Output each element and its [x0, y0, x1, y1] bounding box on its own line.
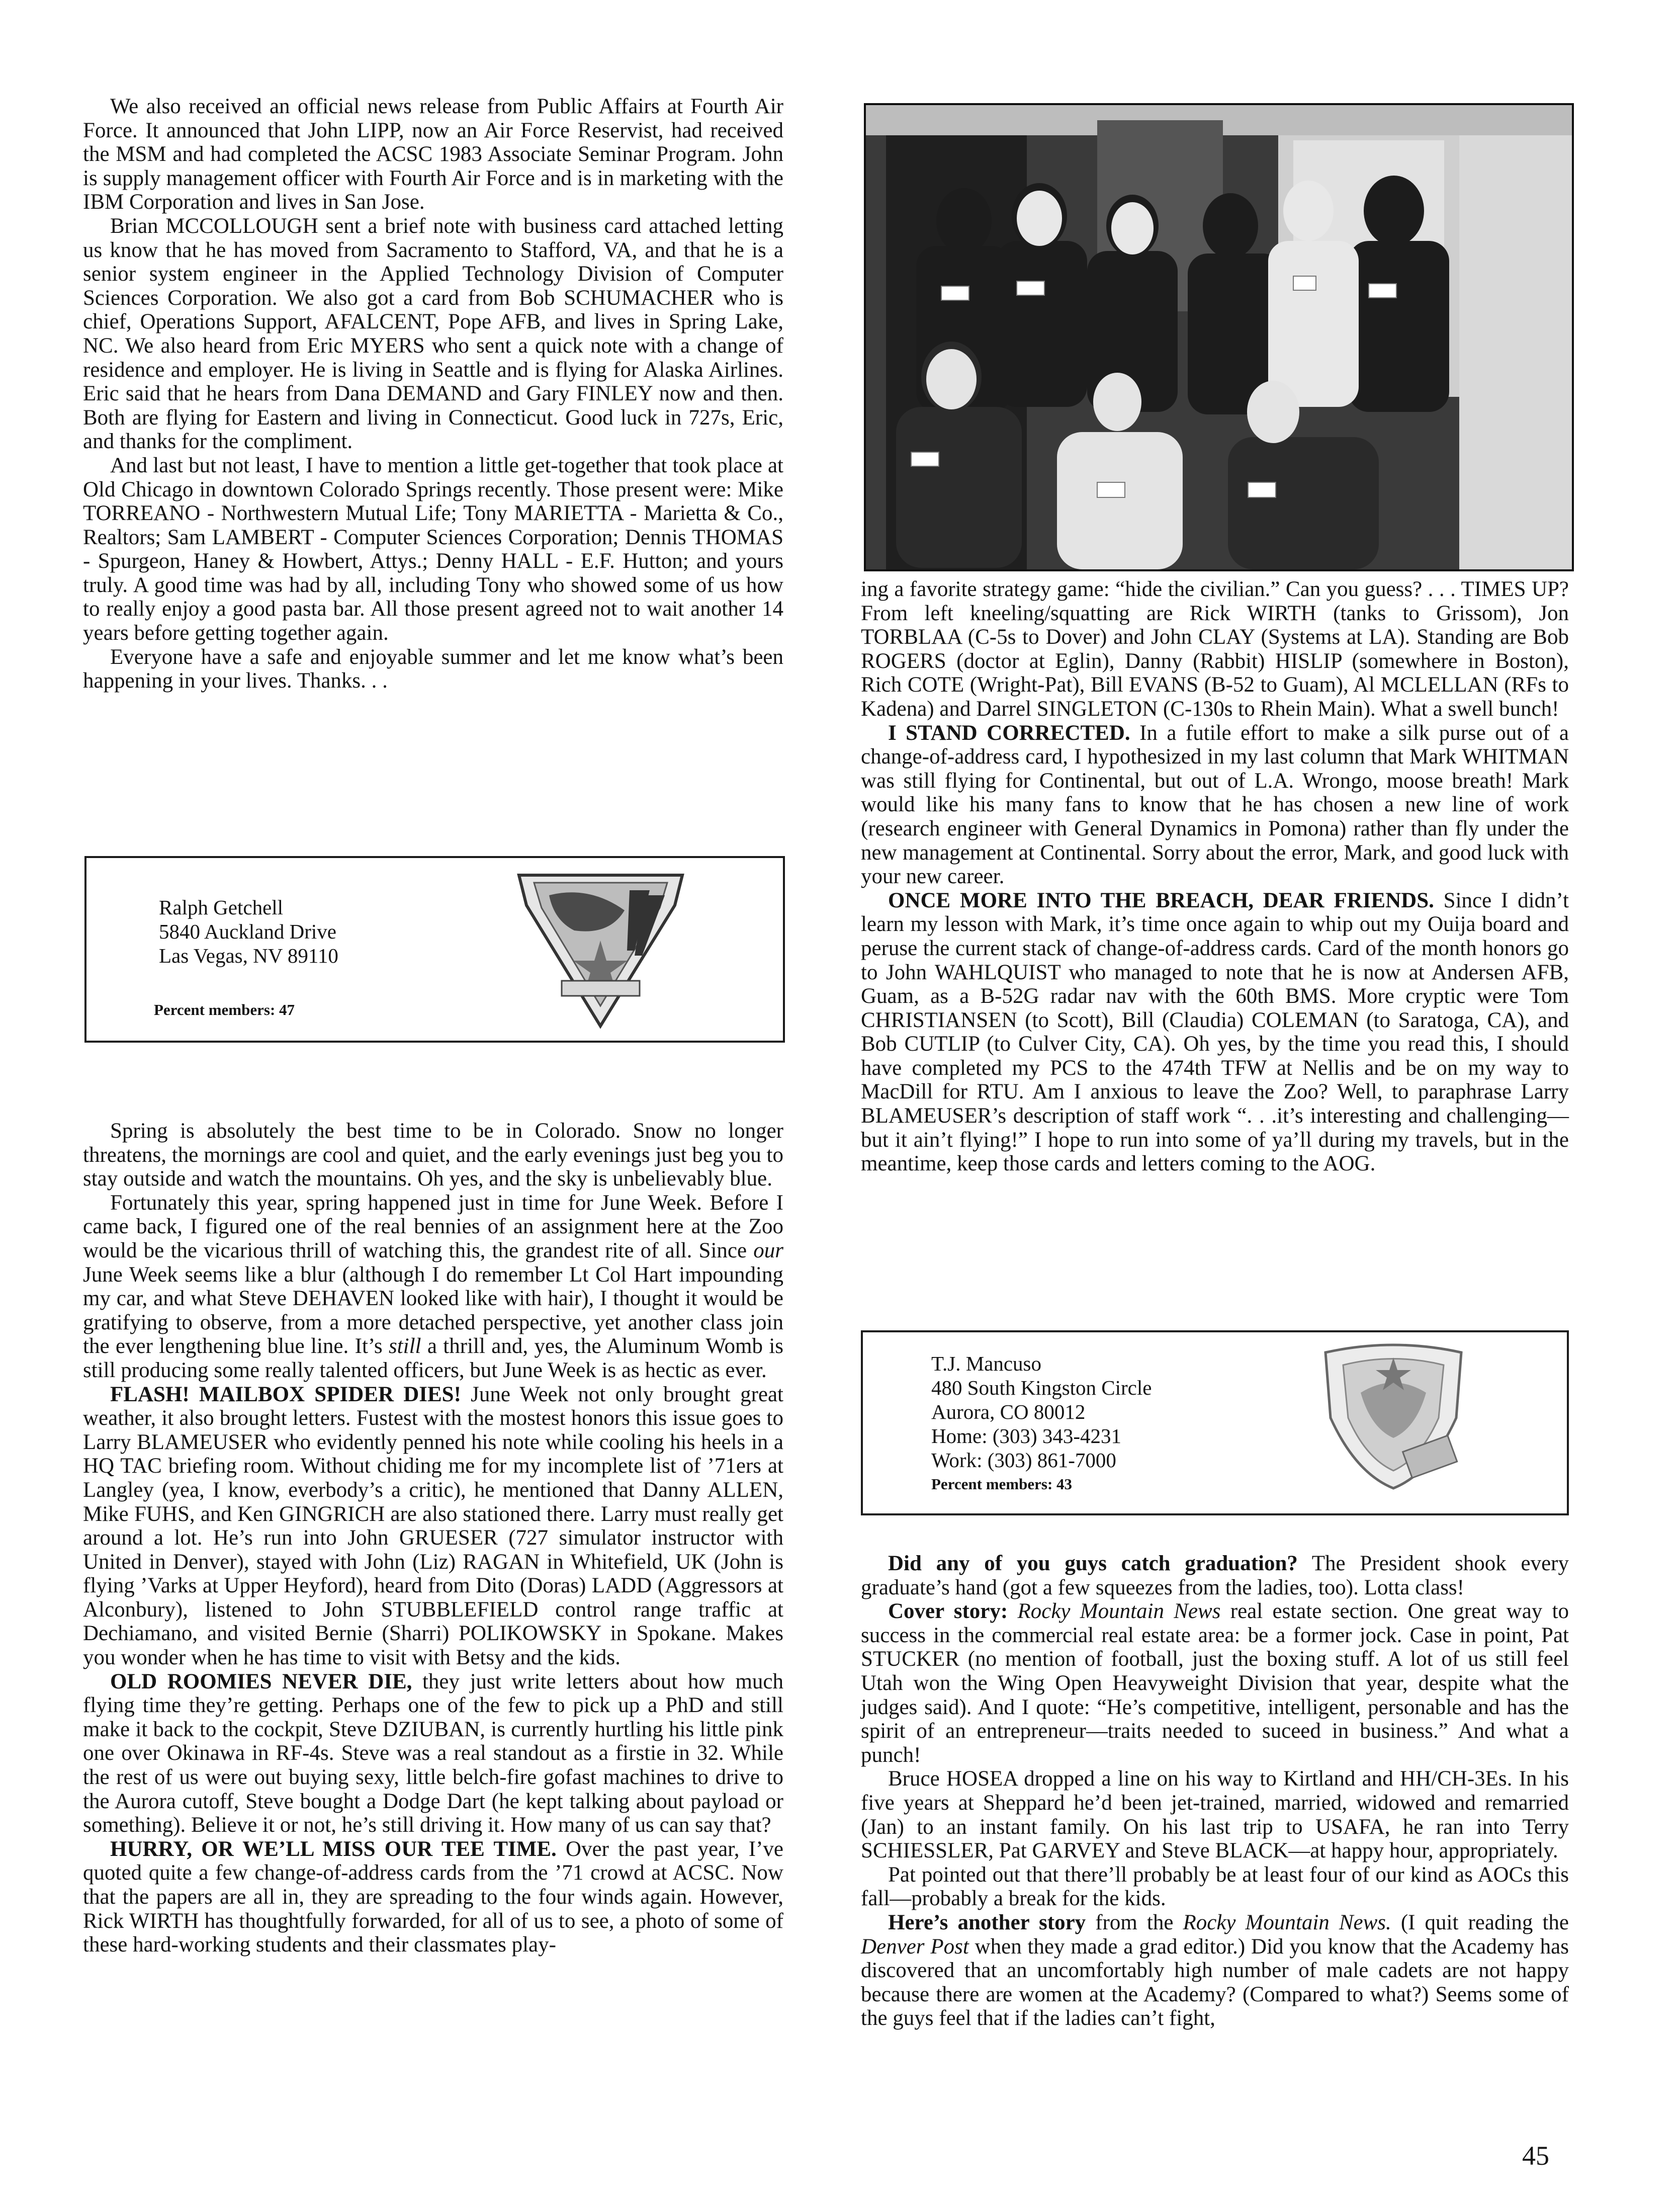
city-address: Aurora, CO 80012: [931, 1400, 1086, 1423]
paragraph: [83, 1670, 783, 1837]
correspondent-name: T.J. Mancuso: [931, 1352, 1042, 1375]
paragraph: [861, 1911, 1569, 2030]
emphasis: our: [753, 1238, 783, 1262]
right-column-top: [861, 577, 1569, 1176]
text-run: June Week seems like a blur (although I do remember Lt Col Hart impounding my car, and what Steve DEHAVEN looked like with hair), I thought it would be gratifying to observe, from a more detached perspective, yet another class join the ever lengthening blue line. It’s: [83, 1262, 783, 1358]
address-box-mancuso: [861, 1330, 1569, 1515]
address-box-getchell: [84, 856, 785, 1043]
text-run: Since I didn’t learn my lesson with Mark, it’s time once again to whip out my Ouija board and peruse the current stack of change-of-address cards. Card of the month honors go to John WAHLQUIST who managed to note that he is now at Andersen AFB, Guam, as a B-52G radar nav with the 60th BMS. More cryptic were Tom CHRISTIANSEN (to Scott), Bill (Claudia) COLEMAN (to Saratoga, CA), and Bob CUTLIP (to Culver City, CA). Oh yes, by the time you read this, I should have completed my PCS to the 474th TFW at Nellis and be on my way to MacDill for RTU. Am I anxious to leave the Zoo? Well, to paraphrase Larry BLAMEUSER’s description of staff work “. . .it’s interesting and challenging—but it ain’t flying!” I hope to run into some of ya’ll during my travels, but in the meantime, keep those cards and letters coming to the AOG.: [861, 888, 1569, 1176]
group-photo-image: [864, 103, 1574, 571]
text-run: Over the past year, I’ve quoted quite a few change-of-address cards from the ’71 crowd at ACSC. Now that the papers are all in, they are spreading to the four winds again. However, Rick WIRTH has thoughtfully forwarded, for all of us to see, a photo of some of these hard-working students and their classmates play-: [83, 1837, 783, 1957]
text-run: Fortunately this year, spring happened just in time for June Week. Before I came back, I figured one of the real bennies of an assignment here at the Zoo would be the vicarious thrill of watching this, the grandest rite of all. Since: [83, 1191, 783, 1262]
section-heading: FLASH! MAILBOX SPIDER DIES!: [110, 1382, 461, 1406]
group-photo-drawing: [866, 105, 1572, 569]
paragraph: [861, 1599, 1569, 1767]
right-column-bottom: [861, 1552, 1569, 2030]
page-number: 45: [1522, 2141, 1549, 2171]
paragraph: We also received an official news release from Public Affairs at Fourth Air Force. It announced that John LIPP, now an Air Force Reservist, had received the MSM and had completed the ACSC 1983 Associate Seminar Program. John is supply management officer with Fourth Air Force and is in marketing with the IBM Corporation and lives in San Jose.: [83, 95, 783, 214]
paragraph: And last but not least, I have to mention a little get-together that took place at Old Chicago in downtown Colorado Springs recently. Those present were: Mike TORREANO - Northwestern Mutual Life; Tony MARIETTA - Marietta & Co., Realtors; Sam LAMBERT - Computer Sciences Corporation; Dennis THOMAS - Spurgeon, Haney & Howbert, Attys.; Denny HALL - E.F. Hutton; and yours truly. A good time was had by all, including Tony who showed some of us how to really enjoy a good pasta bar. All those present agreed not to wait another 14 years before getting together again.: [83, 453, 783, 645]
class-crest-icon: [1315, 1337, 1471, 1493]
publication-title: Denver Post: [861, 1934, 969, 1959]
text-run: (I quit reading the: [1391, 1910, 1569, 1934]
section-heading: ONCE MORE INTO THE BREACH, DEAR FRIENDS.: [888, 888, 1434, 912]
left-column-bottom: [83, 1119, 783, 1957]
paragraph: Spring is absolutely the best time to be in Colorado. Snow no longer threatens, the mornings are cool and quiet, and the early evenings just beg you to stay outside and watch the mountains. Oh yes, and the sky is unbelievably blue.: [83, 1119, 783, 1191]
paragraph: Pat pointed out that there’ll probably be at least four of our kind as AOCs this fall—probably a break for the kids.: [861, 1862, 1569, 1911]
text-run: In a futile effort to make a silk purse out of a change-of-address card, I hypothesized in my last column that Mark WHITMAN was still flying for Continental, but out of L.A. Wrongo, moose breath! Mark would like his many fans to know that he has chosen a new line of work (research engineer with General Dynamics in Pomona) rather than fly under the new management at Continental. Sorry about the error, Mark, and good luck with your new career.: [861, 721, 1569, 889]
paragraph: [861, 1552, 1569, 1599]
address-block: [159, 895, 338, 968]
paragraph: [861, 889, 1569, 1176]
text-run: they just write letters about how much flying time they’re getting. Perhaps one of the few to pick up a PhD and still make it back to the cockpit, Steve DZIUBAN, is currently hurtling his little pink one over Okinawa in RF-4s. Steve was a real standout as a firstie in 32. While the rest of us were out buying sexy, little belch-fire gofast machines to drive to the Aurora cutoff, Steve bought a Dodge Dart (he kept talking about payload or something). Believe it or not, he’s still driving it. How many of us can say that?: [83, 1669, 783, 1837]
emphasis: still: [388, 1334, 421, 1358]
paragraph: [83, 1837, 783, 1957]
work-phone: Work: (303) 861-7000: [931, 1449, 1116, 1472]
address-block: [931, 1351, 1152, 1496]
text-run: June Week not only brought great weather, it also brought letters. Fustest with the mostest honors this issue goes to Larry BLAMEUSER who evidently penned his note while cooling his heels in a HQ TAC briefing room. Without chiding me for my incomplete list of ’71ers at Langley (yea, I know, everbody’s a critic), he mentioned that Danny ALLEN, Mike FUHS, and Ken GINGRICH are also stationed there. Larry must really get around a lot. He’s run into John GRUESER (727 simulator instructor with United in Denver), stayed with John (Liz) RAGAN in Whitefield, UK (John is flying ’Varks at Upper Heyford), heard from Dito (Doras) LADD (Aggressors at Alconbury), listened to John STUBBLEFIELD control range traffic at Dechiamano, and visited Bernie (Sharri) POLIKOWSKY in Spokane. Makes you wonder when he has time to visit with Betsy and the kids.: [83, 1382, 784, 1670]
correspondent-name: Ralph Getchell: [159, 896, 284, 919]
photo-caption-paragraph: ing a favorite strategy game: “hide the civilian.” Can you guess? . . . TIMES UP? From left kneeling/squatting are Rick WIRTH (tanks to Grissom), Jon TORBLAA (C-5s to Dover) and John CLAY (Systems at LA). Standing are Bob ROGERS (doctor at Eglin), Danny (Rabbit) HISLIP (somewhere in Boston), Rich COTE (Wright-Pat), Bill EVANS (B-52 to Guam), Al MCLELLAN (RFs to Kadena) and Darrel SINGLETON (C-130s to Rhein Main). What a swell bunch!: [861, 577, 1569, 721]
text-run: real estate section. One great way to success in the commercial real estate area: be a former jock. Case in point, Pat STUCKER (no mention of football, just the boxing stuff. A lot of us still feel Utah won the Wing Open Heavyweight Division that year, despite what the judges said). And I quote: “He’s competitive, intelligent, personable and has the spirit of an entrepreneur—traits needed to suceed in business.” And what a punch!: [861, 1599, 1569, 1767]
paragraph: Bruce HOSEA dropped a line on his way to Kirtland and HH/CH-3Es. In his five years at Sheppard he’d been jet-trained, married, widowed and remarried (Jan) to an instant family. On his last trip to USAFA, he ran into Terry SCHIESSLER, Pat GARVEY and Steve BLACK—at happy hour, appropriately.: [861, 1767, 1569, 1863]
section-heading: Did any of you guys catch graduation?: [888, 1552, 1298, 1575]
text-run: when they made a grad editor.) Did you know that the Academy has discovered that an uncomfortably high number of male cadets are not happy because there are women at the Academy? (Compared to what?) Seems some of the guys feel that if the ladies can’t fight,: [861, 1934, 1569, 2030]
paragraph: [83, 1383, 783, 1670]
text-run: The President shook every graduate’s hand (got a few squeezes from the ladies, too). Lotta class!: [861, 1552, 1569, 1599]
percent-members: Percent members: 43: [931, 1475, 1073, 1493]
left-column-top: [83, 95, 783, 693]
section-heading: Here’s another story: [888, 1910, 1086, 1934]
section-heading: Cover story:: [888, 1599, 1018, 1624]
home-phone: Home: (303) 343-4231: [931, 1424, 1122, 1448]
paragraph: Everyone have a safe and enjoyable summer and let me know what’s been happening in your lives. Thanks. . .: [83, 645, 783, 693]
publication-title: Rocky Mountain News: [1017, 1599, 1221, 1624]
paragraph: [861, 721, 1569, 889]
section-heading: OLD ROOMIES NEVER DIE,: [110, 1669, 412, 1693]
street-address: 5840 Auckland Drive: [159, 920, 336, 943]
paragraph: Brian MCCOLLOUGH sent a brief note with business card attached letting us know that he has moved from Sacramento to Stafford, VA, and that he is a senior system engineer in the Applied Technology Division of Computer Sciences Corporation. We also got a card from Bob SCHUMACHER who is chief, Operations Support, AFALCENT, Pope AFB, and lives in Spring Lake, NC. We also heard from Eric MYERS who sent a quick note with a change of residence and employer. He is living in Seattle and is flying for Alaska Airlines. Eric said that he hears from Dana DEMAND and Gary FINLEY now and then. Both are flying for Eastern and living in Connecticut. Good luck in 727s, Eric, and thanks for the compliment.: [83, 214, 783, 454]
percent-members: Percent members: 47: [154, 1001, 295, 1018]
street-address: 480 South Kingston Circle: [931, 1376, 1152, 1399]
publication-title: Rocky Mountain News.: [1183, 1910, 1391, 1934]
section-heading: I STAND CORRECTED.: [888, 721, 1130, 745]
text-run: from the: [1086, 1910, 1183, 1934]
section-heading: HURRY, OR WE’LL MISS OUR TEE TIME.: [110, 1837, 557, 1861]
paragraph: [83, 1191, 783, 1383]
class-crest-icon: [514, 865, 687, 1031]
city-address: Las Vegas, NV 89110: [159, 944, 338, 967]
text-run: a thrill and, yes, the Aluminum Womb is still producing some really talented officers, but June Week is as hectic as ever.: [83, 1334, 784, 1382]
